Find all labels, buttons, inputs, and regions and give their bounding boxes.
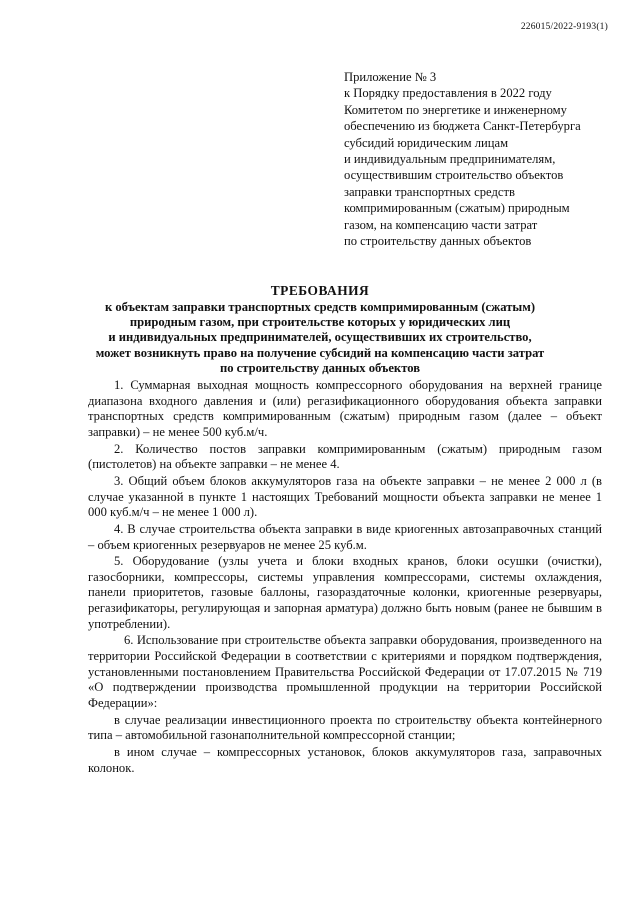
appendix-line: обеспечению из бюджета Санкт-Петербурга — [344, 119, 581, 134]
requirements-body — [88, 378, 602, 776]
heading-line: к объектам заправки транспортных средств компримированным (сжатым) — [104, 300, 536, 314]
appendix-line: газом, на компенсацию части затрат — [344, 217, 538, 232]
appendix-line: компримированным (сжатым) природным — [344, 201, 570, 216]
requirement-paragraph: 1. Суммарная выходная мощность компрессорного оборудования на верхней границе диапазона входного давления и (или) регазификационного оборудования объекта заправки транспортных средств компримированным (сжатым) природным газом (далее – объект заправки) – не менее 500 куб.м/ч. — [88, 378, 602, 439]
requirement-paragraph: 2. Количество постов заправки компримированным (сжатым) природным газом (пистолетов) на объекте заправки – не менее 4. — [88, 441, 602, 472]
requirement-paragraph: 5. Оборудование (узлы учета и блоки входных кранов, блоки осушки (очистки), газосборники, компрессоры, системы управления компрессорами, системы охлаждения, панели приоритетов, газовые баллоны, газораздаточные колонки, криогенные резервуары, регазификаторы, регулирующая и запорная арматура) должно быть новым (ранее не бывшим в употреблении). — [88, 554, 602, 631]
requirements-heading — [0, 282, 640, 376]
appendix-line: заправки транспортных средств — [344, 184, 515, 199]
requirement-paragraph: 6. Использование при строительстве объекта заправки оборудования, произведенного на территории Российской Федерации в соответствии с критериями и порядком подтверждения, установленными постановлением Правительства Российской Федерации от 17.07.2015 № 719 «О подтверждении производства промышленной продукции на территории Российской Федерации»: — [88, 633, 602, 710]
document-number: 226015/2022-9193(1) — [520, 22, 608, 32]
heading-line: может возникнуть право на получение субсидий на компенсацию части затрат — [95, 345, 545, 360]
requirement-paragraph: 3. Общий объем блоков аккумуляторов газа на объекте заправки – не менее 2 000 л (в случае указанной в пункте 1 настоящих Требований мощности объекта заправки не менее 1 000 куб.м/ч – не менее 1 000 л). — [88, 473, 602, 520]
requirement-subparagraph: в ином случае – компрессорных установок, блоков аккумуляторов газа, заправочных колонок. — [88, 744, 602, 775]
appendix-line: к Порядку предоставления в 2022 году — [344, 86, 552, 101]
heading-line: и индивидуальных предпринимателей, осуществивших их строительство, — [108, 330, 532, 345]
appendix-line: осуществившим строительство объектов — [344, 168, 564, 183]
appendix-line: Приложение № 3 — [344, 70, 437, 84]
appendix-block — [344, 69, 614, 249]
appendix-line: по строительству данных объектов — [344, 234, 532, 249]
requirement-subparagraph: в случае реализации инвестиционного проекта по строительству объекта контейнерного типа – автомобильной газонаполнительной компрессорной станции; — [88, 712, 602, 743]
page-title: ТРЕБОВАНИЯ — [270, 283, 370, 298]
appendix-line: Комитетом по энергетике и инженерному — [344, 102, 567, 117]
heading-line: по строительству данных объектов — [219, 360, 420, 375]
appendix-line: субсидий юридическим лицам — [344, 135, 509, 150]
heading-line: природным газом, при строительстве которых у юридических лиц — [129, 315, 511, 330]
requirement-paragraph: 4. В случае строительства объекта заправки в виде криогенных автозаправочных станций – объем криогенных резервуаров не менее 25 куб.м. — [88, 521, 602, 552]
appendix-line: и индивидуальным предпринимателям, — [344, 152, 556, 167]
